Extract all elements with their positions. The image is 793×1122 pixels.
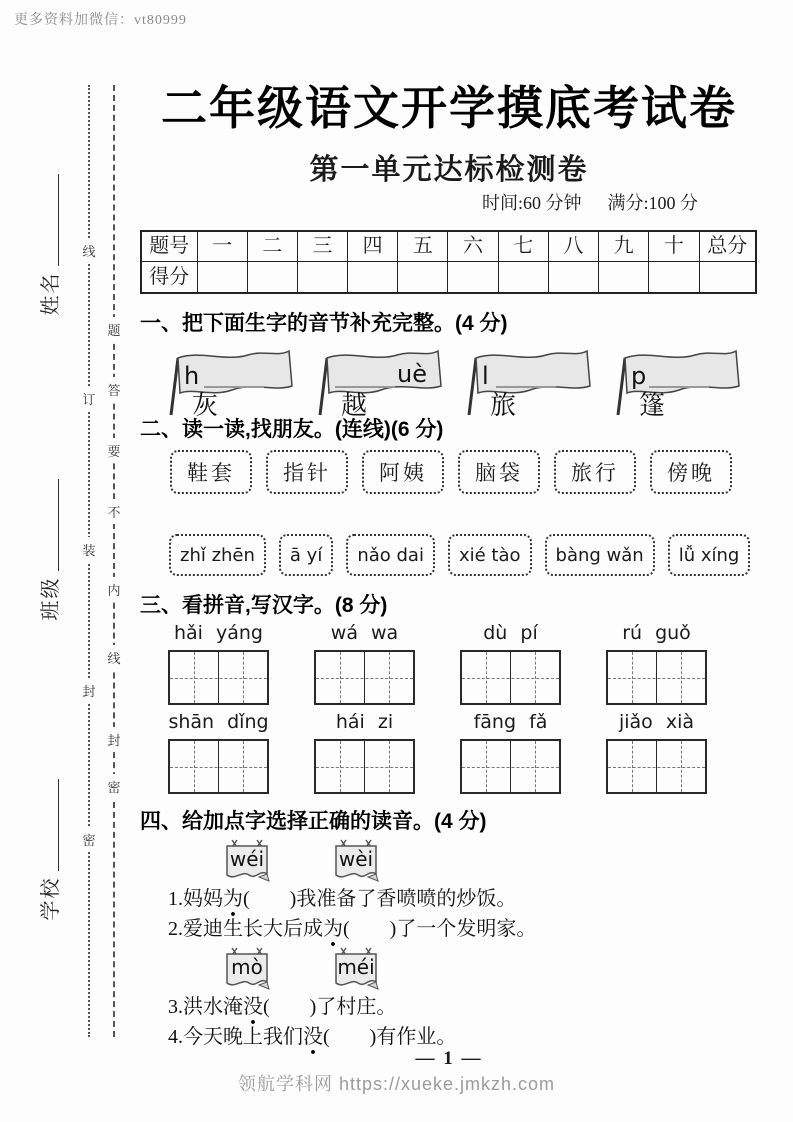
score-cell-empty bbox=[599, 261, 649, 293]
grid-cell bbox=[316, 652, 365, 703]
flag-pinyin: uè bbox=[397, 360, 427, 388]
class-label: 班级 bbox=[39, 576, 62, 621]
sentence-number: 4. bbox=[168, 1026, 183, 1048]
promo-text: 更多资料加微信：vt80999 bbox=[14, 13, 187, 28]
dotted-char: 为 bbox=[323, 918, 343, 940]
exam-title: 二年级语文开学摸底考试卷 bbox=[161, 82, 737, 134]
writing-grid bbox=[168, 739, 269, 794]
word-box: 傍晚 bbox=[650, 450, 732, 494]
sentence-number: 2. bbox=[168, 918, 183, 940]
pinyin-label: wá wa bbox=[330, 622, 399, 644]
score-cell-empty bbox=[247, 261, 297, 293]
score-header-cell: 二 bbox=[247, 231, 297, 261]
exam-meta bbox=[140, 192, 758, 214]
tag-pinyin: wèi bbox=[338, 847, 374, 871]
score-header-cell: 三 bbox=[297, 231, 347, 261]
score-header-cell: 四 bbox=[348, 231, 398, 261]
margin-field-school bbox=[36, 755, 60, 945]
pinyin-label: shān dǐng bbox=[168, 711, 269, 733]
binding-line-char: 密 bbox=[80, 827, 98, 852]
footer-site-link: 领航学科网 https://xueke.jmkzh.com bbox=[237, 1074, 556, 1094]
flag-character: 越 bbox=[341, 391, 368, 416]
tag-pinyin: mò bbox=[231, 955, 263, 979]
sentence-text: 有作业。 bbox=[376, 1026, 457, 1048]
name-blank-line bbox=[37, 175, 59, 267]
pinyin-label: hái zi bbox=[335, 711, 394, 733]
word-box: 指针 bbox=[266, 450, 348, 494]
pinyin-grid-row bbox=[168, 620, 758, 705]
flag-row bbox=[162, 340, 758, 416]
score-header-cell: 八 bbox=[548, 231, 598, 261]
score-cell-empty bbox=[699, 261, 756, 293]
sentence bbox=[168, 914, 758, 944]
pinyin-grid-item bbox=[168, 709, 269, 794]
score-header-cell: 一 bbox=[197, 231, 247, 261]
grid-cell bbox=[365, 652, 413, 703]
binding-line-char: 订 bbox=[80, 386, 98, 411]
flag-pole bbox=[469, 358, 476, 415]
answer-bracket: ( ) bbox=[263, 996, 317, 1018]
score-cell-empty bbox=[197, 261, 247, 293]
exam-content bbox=[140, 70, 758, 1070]
school-label: 学校 bbox=[39, 876, 62, 921]
score-header-cell: 五 bbox=[398, 231, 448, 261]
score-header-cell: 十 bbox=[649, 231, 699, 261]
margin-field-class bbox=[36, 455, 60, 645]
binding-line-char: 封 bbox=[80, 678, 98, 703]
pinyin-box: bàng wǎn bbox=[545, 534, 655, 576]
seal-line-char: 要 bbox=[105, 438, 123, 463]
flag-pinyin: p bbox=[631, 362, 647, 390]
writing-grid bbox=[168, 650, 269, 705]
score-row-label: 得分 bbox=[141, 261, 197, 293]
score-header-cell: 七 bbox=[498, 231, 548, 261]
tag-pinyin: méi bbox=[337, 955, 375, 979]
score-header-cell: 总分 bbox=[699, 231, 756, 261]
pinyin-grid-item bbox=[314, 620, 415, 705]
flag-pole bbox=[618, 358, 625, 415]
pinyin-tag bbox=[222, 946, 272, 992]
dotted-char: 没 bbox=[243, 996, 263, 1018]
sentence bbox=[168, 884, 758, 914]
pronunciation-tag-row bbox=[222, 946, 758, 992]
score-cell-empty bbox=[348, 261, 398, 293]
syllable-flag bbox=[609, 340, 741, 416]
sentence-text: 了村庄。 bbox=[316, 996, 397, 1018]
seal-line-char: 题 bbox=[105, 317, 123, 342]
pinyin-label: rú guǒ bbox=[622, 622, 691, 644]
pinyin-tag bbox=[222, 838, 272, 884]
pinyin-grid-item bbox=[606, 620, 707, 705]
pinyin-label: hǎi yáng bbox=[174, 622, 263, 644]
score-cell-empty bbox=[548, 261, 598, 293]
pinyin-grid-item bbox=[314, 709, 415, 794]
answer-bracket: ( ) bbox=[343, 918, 397, 940]
pinyin-label: fāng fǎ bbox=[473, 711, 548, 733]
grid-cell bbox=[170, 652, 219, 703]
score-cell-empty bbox=[649, 261, 699, 293]
sentence-number: 1. bbox=[168, 888, 183, 910]
grid-cell bbox=[511, 652, 559, 703]
sentence-number: 3. bbox=[168, 996, 183, 1018]
pinyin-box: zhǐ zhēn bbox=[169, 534, 266, 576]
grid-cell bbox=[608, 741, 657, 792]
score-table bbox=[140, 230, 757, 294]
pinyin-grid-row bbox=[168, 709, 758, 794]
flag-pole bbox=[320, 358, 327, 415]
seal-line-char: 线 bbox=[105, 645, 123, 670]
exam-subtitle: 第一单元达标检测卷 bbox=[309, 154, 589, 186]
syllable-flag bbox=[162, 340, 294, 416]
sentence-text: 今天晚上我们 bbox=[183, 1026, 303, 1048]
word-box: 旅行 bbox=[554, 450, 636, 494]
grid-cell bbox=[462, 741, 511, 792]
name-label: 姓名 bbox=[39, 271, 62, 316]
word-box: 阿姨 bbox=[362, 450, 444, 494]
pinyin-label: jiǎo xià bbox=[618, 711, 695, 733]
writing-grid bbox=[314, 650, 415, 705]
dotted-char: 为 bbox=[223, 888, 243, 910]
score-header-cell: 九 bbox=[599, 231, 649, 261]
binding-line-char: 线 bbox=[80, 238, 98, 263]
tag-fold bbox=[259, 982, 269, 989]
seal-line-char: 密 bbox=[105, 774, 123, 799]
word-box: 脑袋 bbox=[458, 450, 540, 494]
score-header-cell: 六 bbox=[448, 231, 498, 261]
pinyin-grid-item bbox=[168, 620, 269, 705]
grid-cell bbox=[316, 741, 365, 792]
full-score: 满分:100 分 bbox=[607, 193, 698, 213]
seal-line-char: 封 bbox=[105, 727, 123, 752]
seal-line bbox=[113, 85, 115, 1037]
writing-grid bbox=[460, 650, 561, 705]
time-limit: 时间:60 分钟 bbox=[481, 193, 582, 213]
tag-fold bbox=[368, 874, 378, 881]
pronunciation-tag-row bbox=[222, 838, 758, 884]
flag-pole bbox=[171, 358, 178, 415]
pinyin-box: xié tào bbox=[448, 534, 532, 576]
grid-cell bbox=[365, 741, 413, 792]
section-4-heading: 四、给加点字选择正确的读音。(4 分) bbox=[140, 810, 487, 833]
section-3-heading: 三、看拼音,写汉字。(8 分) bbox=[140, 594, 388, 617]
score-cell-empty bbox=[448, 261, 498, 293]
pinyin-tag bbox=[331, 946, 381, 992]
answer-bracket: ( ) bbox=[243, 888, 297, 910]
score-cell-empty bbox=[498, 261, 548, 293]
tag-fold bbox=[368, 982, 378, 989]
sentence-text: 了一个发明家。 bbox=[396, 918, 537, 940]
pinyin-grid-item bbox=[460, 620, 561, 705]
answer-bracket: ( ) bbox=[323, 1026, 377, 1048]
seal-line-char: 不 bbox=[105, 499, 123, 524]
flag-pinyin: h bbox=[184, 362, 200, 390]
flag-character: 篷 bbox=[639, 391, 666, 416]
writing-grid bbox=[606, 650, 707, 705]
flag-character: 旅 bbox=[490, 391, 517, 416]
pinyin-tag bbox=[331, 838, 381, 884]
seal-line-char: 内 bbox=[105, 577, 123, 602]
writing-grid bbox=[460, 739, 561, 794]
pinyin-grid-item bbox=[606, 709, 707, 794]
class-blank-line bbox=[37, 480, 59, 572]
pinyin-box-row bbox=[169, 534, 758, 576]
section-1-heading: 一、把下面生字的音节补充完整。(4 分) bbox=[140, 312, 508, 335]
writing-grid bbox=[606, 739, 707, 794]
score-table-header-row bbox=[141, 231, 756, 261]
tag-pinyin: wéi bbox=[229, 847, 265, 871]
pinyin-box: nǎo dai bbox=[346, 534, 435, 576]
flag-pinyin: l bbox=[482, 362, 489, 390]
grid-cell bbox=[462, 652, 511, 703]
sentence-text: 洪水淹 bbox=[183, 996, 243, 1018]
section-2-heading: 二、读一读,找朋友。(连线)(6 分) bbox=[140, 418, 444, 441]
grid-cell bbox=[657, 741, 705, 792]
grid-cell bbox=[608, 652, 657, 703]
pinyin-grid-item bbox=[460, 709, 561, 794]
grid-cell bbox=[219, 741, 267, 792]
grid-cell bbox=[219, 652, 267, 703]
grid-cell bbox=[657, 652, 705, 703]
grid-cell bbox=[511, 741, 559, 792]
pinyin-label: dù pí bbox=[483, 622, 538, 644]
dotted-char: 没 bbox=[303, 1026, 323, 1048]
pinyin-box: ā yí bbox=[279, 534, 333, 576]
tag-fold bbox=[259, 874, 269, 881]
grid-cell bbox=[170, 741, 219, 792]
sentence-text: 妈妈 bbox=[183, 888, 223, 910]
writing-grid bbox=[314, 739, 415, 794]
pinyin-box: lǚ xíng bbox=[668, 534, 751, 576]
sentence bbox=[168, 992, 758, 1022]
word-box-row bbox=[170, 450, 758, 494]
seal-line-char: 答 bbox=[105, 377, 123, 402]
sentence-text: 爱迪生长大后成 bbox=[183, 918, 323, 940]
score-cell-empty bbox=[398, 261, 448, 293]
flag-character: 灰 bbox=[192, 391, 219, 416]
score-cell-empty bbox=[297, 261, 347, 293]
syllable-flag bbox=[311, 340, 443, 416]
page-number: — 1 — bbox=[415, 1048, 483, 1069]
school-blank-line bbox=[37, 780, 59, 872]
binding-line-char: 装 bbox=[80, 537, 98, 562]
score-table-score-row bbox=[141, 261, 756, 293]
syllable-flag bbox=[460, 340, 592, 416]
margin-field-name bbox=[36, 150, 60, 340]
score-header-cell: 题号 bbox=[141, 231, 197, 261]
sentence-text: 我准备了香喷喷的炒饭。 bbox=[296, 888, 517, 910]
word-box: 鞋套 bbox=[170, 450, 252, 494]
